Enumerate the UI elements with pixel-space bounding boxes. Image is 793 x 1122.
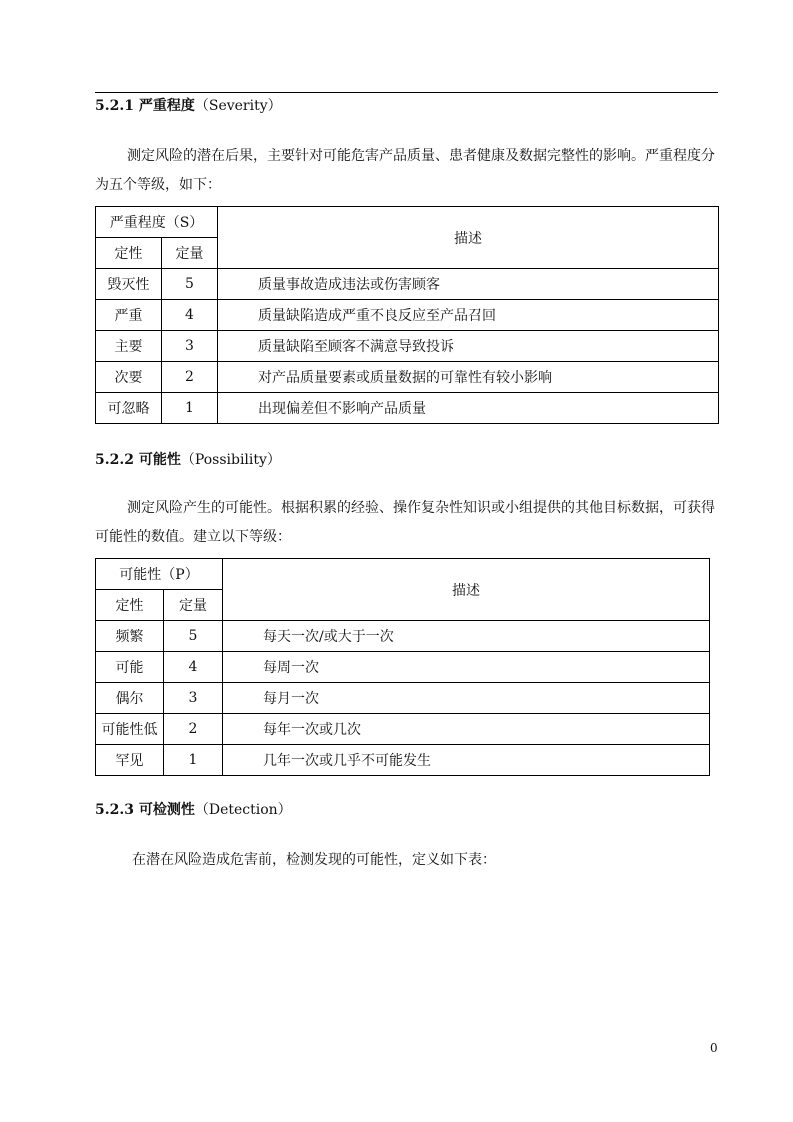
table-row: 频繁 5 每天一次/或大于一次: [96, 621, 710, 652]
table-row: 次要 2 对产品质量要素或质量数据的可靠性有较小影响: [96, 362, 719, 393]
heading-detection: 5.2.3 可检测性（Detection）: [95, 802, 292, 818]
heading-severity: 5.2.1 严重程度（Severity）: [95, 98, 282, 114]
paragraph-detection: 在潜在风险造成危害前，检测发现的可能性，定义如下表：: [132, 852, 496, 868]
qualitative-header: 定性: [96, 238, 162, 269]
qualitative-header: 定性: [96, 590, 164, 621]
severity-table: [95, 206, 719, 424]
header-rule: [95, 92, 718, 93]
table-row: 可忽略 1 出现偏差但不影响产品质量: [96, 393, 719, 424]
paragraph-possibility: 测定风险产生的可能性。根据积累的经验、操作复杂性知识或小组提供的其他目标数据，可获得可能性的数值。建立以下等级：: [95, 500, 715, 545]
group-header: 严重程度（S）: [96, 207, 218, 238]
description-header: 描述: [218, 207, 719, 269]
page-number: 0: [710, 1041, 718, 1055]
table-row: 严重 4 质量缺陷造成严重不良反应至产品召回: [96, 300, 719, 331]
table-row: 主要 3 质量缺陷至顾客不满意导致投诉: [96, 331, 719, 362]
table-row: 毁灭性 5 质量事故造成违法或伤害顾客: [96, 269, 719, 300]
table-row: 罕见 1 几年一次或几乎不可能发生: [96, 745, 710, 776]
group-header: 可能性（P）: [96, 559, 223, 590]
possibility-table: [95, 558, 710, 776]
description-header: 描述: [223, 559, 710, 621]
table-row: 可能性低 2 每年一次或几次: [96, 714, 710, 745]
paragraph-severity: 测定风险的潜在后果，主要针对可能危害产品质量、患者健康及数据完整性的影响。严重程度分为五个等级，如下：: [95, 148, 715, 193]
heading-possibility: 5.2.2 可能性（Possibility）: [95, 452, 281, 468]
table-row: 偶尔 3 每月一次: [96, 683, 710, 714]
quantitative-header: 定量: [162, 238, 218, 269]
quantitative-header: 定量: [164, 590, 223, 621]
table-row: 可能 4 每周一次: [96, 652, 710, 683]
